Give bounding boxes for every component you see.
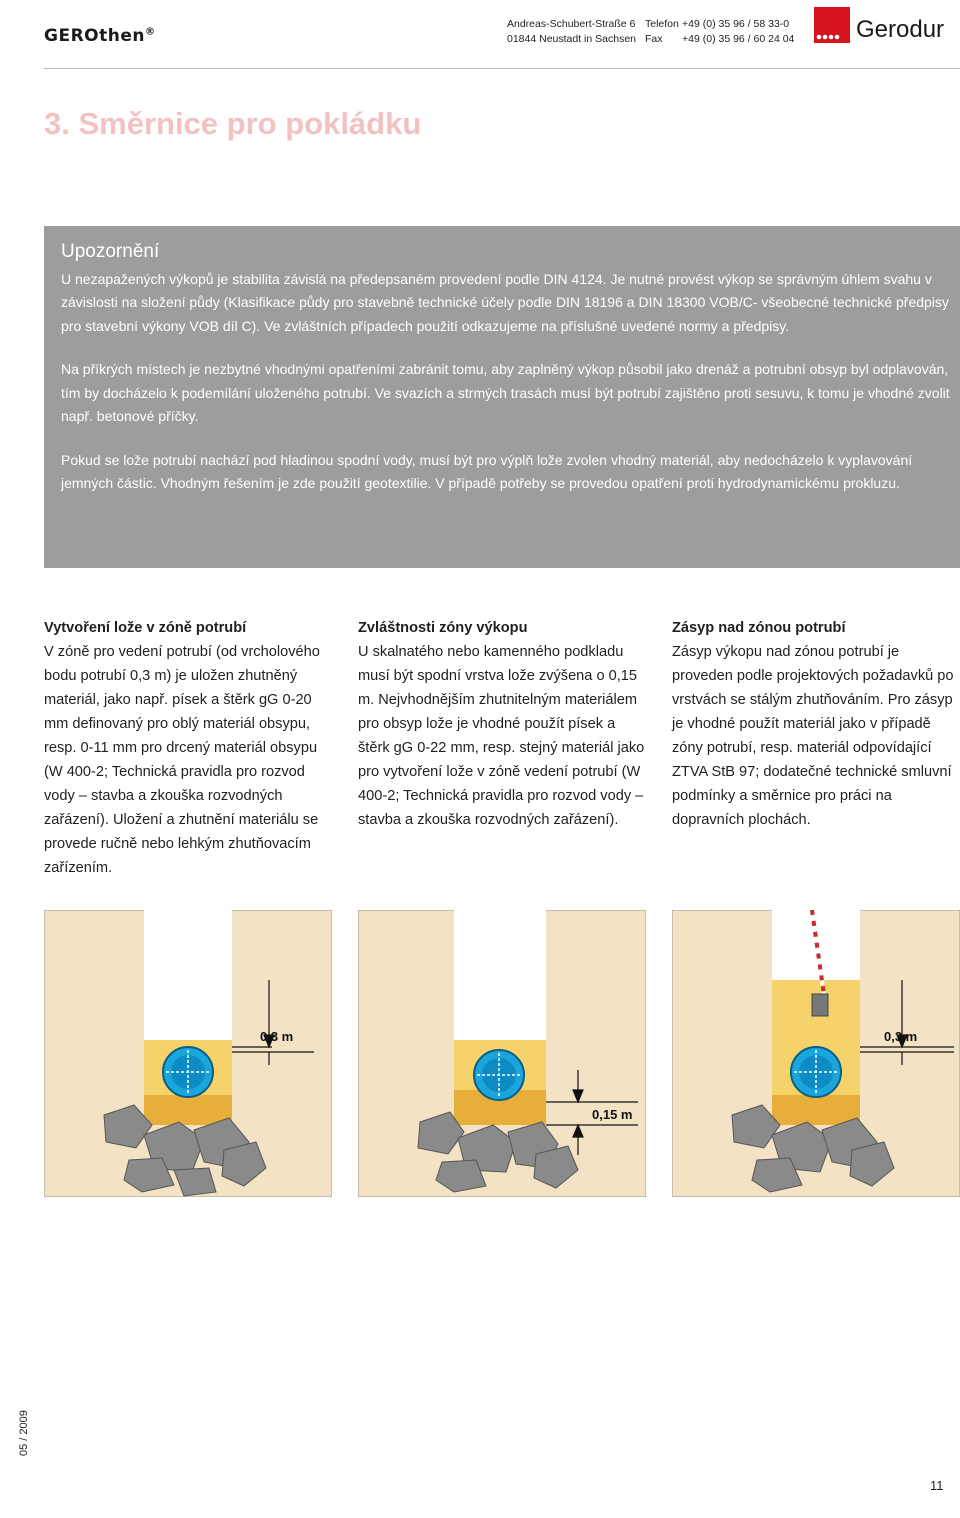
notice-paragraph-1: U nezapažených výkopů je stabilita závislá na předepsaném provedení podle DIN 4124. Je nutné provést výkop se správným úhlem svahu v závislosti na složení půdy (Klasifikace půdy pro stavebně technické účely podle DIN 18196 a DIN 18300 VOB/C- všeobecné technické předpisy pro stavební výkony VOB díl C). Ve zvláštních případech použití odkazujeme na příslušné uvedené normy a předpisy. xyxy=(61,270,949,334)
address-street: Andreas-Schubert-Straße 6 xyxy=(507,18,636,30)
address-city: 01844 Neustadt in Sachsen xyxy=(507,33,637,45)
column-title: Zvláštnosti zóny výkopu xyxy=(358,620,528,636)
page-number: 11 xyxy=(930,1478,944,1493)
diagram-backfill xyxy=(672,910,960,1197)
column-backfill xyxy=(672,616,960,832)
address-block xyxy=(507,17,636,47)
gerodur-dots-icon xyxy=(814,7,850,43)
dim-label-0-3: 0,3 m xyxy=(884,1029,918,1044)
column-body: V zóně pro vedení potrubí (od vrcholového bodu potrubí 0,3 m) je uložen zhutněný materiál, jako např. písek a štěrk gG 0-20 mm definovaný pro oblý materiál obsypu, resp. 0-11 mm pro drcený materiál obsypu (W 400-2; Technická pravidla pro rozvod vody – stavba a zkouška rozvodných zařázení). Uložení a zhutnění materiálu se provede ručně nebo lehkým zhutňovacím zařízením. xyxy=(44,644,320,876)
bed-layer xyxy=(144,1095,232,1125)
bed-layer xyxy=(772,1095,860,1125)
gerodur-logo-mark xyxy=(814,7,850,43)
fax-label: Fax xyxy=(645,33,663,45)
notice-paragraph-2: Na příkrých místech je nezbytné vhodnými opatřeními zabránit tomu, aby zaplněný výkop působil jako drenáž a potrubní obsyp byl odplavován, tím by docházelo k podemílání uloženého potrubí. Ve svazích a strmých trasách musí být potrubí zajištěno proti sesuvu, k tomu je vhodné zvolit např. betonové příčky. xyxy=(61,361,950,424)
page-title: 3. Směrnice pro pokládku xyxy=(44,106,422,141)
phone-value: +49 (0) 35 96 / 58 33-0 xyxy=(682,18,790,30)
phone-label: Telefon xyxy=(645,18,679,30)
diagram-pipe-bedding xyxy=(44,910,332,1197)
pipe-icon xyxy=(163,1047,213,1097)
column-trench-zone xyxy=(358,616,648,832)
column-body: Zásyp výkopu nad zónou potrubí je proveden podle projektových požadavků po vrstvách se stálým zhutňováním. Pro zásyp je vhodné použít materiál jako v případě zóny potrubí, resp. materiál odpovídající ZTVA StB 97; dodatečné technické smluvní podmínky a směrnice pro práci na dopravních plochách. xyxy=(672,644,954,828)
dim-label-0-15: 0,15 m xyxy=(592,1107,633,1122)
dim-label-0-3: 0,3 m xyxy=(260,1029,294,1044)
gerodur-logo-text: Gerodur xyxy=(856,16,945,43)
issue-date: 05 / 2009 xyxy=(18,1410,30,1456)
column-title: Vytvoření lože v zóně potrubí xyxy=(44,620,247,636)
column-title: Zásyp nad zónou potrubí xyxy=(672,620,846,636)
contact-labels xyxy=(645,17,679,47)
column-bedding xyxy=(44,616,334,880)
pipe-icon xyxy=(791,1047,841,1097)
notice-title: Upozornění xyxy=(61,241,160,262)
fax-value: +49 (0) 35 96 / 60 24 04 xyxy=(682,33,795,45)
column-body: U skalnatého nebo kamenného podkladu musí být spodní vrstva lože zvýšena o 0,15 m. Nejvhodnějším zhutnitelným materiálem pro obsyp lože je vhodné použít písek a štěrk gG 0-22 mm, resp. stejný materiál jako pro vytvoření lože v zóně vedení potrubí (W 400-2; Technická pravidla pro rozvod vody – stavba a zkouška rozvodných zařázení). xyxy=(358,644,645,828)
pipe-icon xyxy=(474,1050,524,1100)
header-divider xyxy=(44,68,960,69)
contact-values xyxy=(682,17,794,47)
diagram-rocky-bed xyxy=(358,910,646,1197)
notice-box xyxy=(44,226,960,568)
notice-paragraph-3: Pokud se lože potrubí nachází pod hladinou spodní vody, musí být pro výplň lože zvolen vhodný materiál, aby nedocházelo k vyplavování jemných částic. Vhodným řešením je zde použití geotextilie. V případě potřeby se provedou opatření proti hydrodynamickému prokluzu. xyxy=(61,451,913,491)
brand-gerothen-logo: GEROthen® xyxy=(44,26,156,46)
